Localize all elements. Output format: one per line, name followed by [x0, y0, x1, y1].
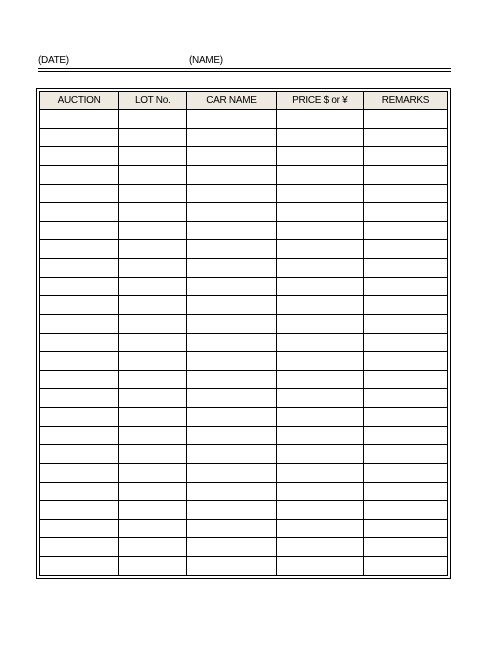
remarks-cell[interactable] [363, 110, 447, 129]
lot-no-cell[interactable] [119, 110, 187, 129]
lot-no-cell[interactable] [119, 352, 187, 371]
price-cell[interactable] [276, 370, 363, 389]
auction-cell[interactable] [40, 389, 119, 408]
table-row [40, 296, 448, 315]
car-name-cell[interactable] [187, 203, 276, 222]
price-cell[interactable] [276, 128, 363, 147]
auction-cell[interactable] [40, 110, 119, 129]
table-row [40, 165, 448, 184]
lot-no-cell[interactable] [119, 203, 187, 222]
remarks-cell[interactable] [363, 333, 447, 352]
auction-cell[interactable] [40, 203, 119, 222]
car-name-cell[interactable] [187, 482, 276, 501]
remarks-cell[interactable] [363, 184, 447, 203]
table-header-row [40, 92, 448, 110]
remarks-cell[interactable] [363, 128, 447, 147]
price-cell[interactable] [276, 501, 363, 520]
auction-cell[interactable] [40, 184, 119, 203]
table-row [40, 333, 448, 352]
car-name-cell[interactable] [187, 240, 276, 259]
remarks-cell[interactable] [363, 221, 447, 240]
car-name-cell[interactable] [187, 557, 276, 576]
remarks-cell[interactable] [363, 408, 447, 427]
auction-cell[interactable] [40, 501, 119, 520]
remarks-cell[interactable] [363, 259, 447, 278]
column-header-car-name: CAR NAME [187, 92, 276, 110]
car-name-cell[interactable] [187, 128, 276, 147]
lot-no-cell[interactable] [119, 277, 187, 296]
remarks-cell[interactable] [363, 352, 447, 371]
table-row [40, 314, 448, 333]
lot-no-cell[interactable] [119, 128, 187, 147]
lot-no-cell[interactable] [119, 147, 187, 166]
lot-no-cell[interactable] [119, 370, 187, 389]
price-cell[interactable] [276, 352, 363, 371]
auction-cell[interactable] [40, 370, 119, 389]
car-name-cell[interactable] [187, 463, 276, 482]
name-label: (NAME) [189, 55, 223, 66]
price-cell[interactable] [276, 426, 363, 445]
remarks-cell[interactable] [363, 426, 447, 445]
remarks-cell[interactable] [363, 147, 447, 166]
auction-cell[interactable] [40, 445, 119, 464]
table-row [40, 128, 448, 147]
price-cell[interactable] [276, 296, 363, 315]
price-cell[interactable] [276, 184, 363, 203]
table-row [40, 482, 448, 501]
lot-no-cell[interactable] [119, 240, 187, 259]
remarks-cell[interactable] [363, 314, 447, 333]
price-cell[interactable] [276, 445, 363, 464]
date-label: (DATE) [38, 55, 69, 66]
auction-cell[interactable] [40, 426, 119, 445]
lot-no-cell[interactable] [119, 184, 187, 203]
table-row [40, 538, 448, 557]
car-name-cell[interactable] [187, 426, 276, 445]
car-name-cell[interactable] [187, 314, 276, 333]
lot-no-cell[interactable] [119, 538, 187, 557]
table-row [40, 221, 448, 240]
car-name-cell[interactable] [187, 445, 276, 464]
car-name-cell[interactable] [187, 519, 276, 538]
table-row [40, 501, 448, 520]
table-row [40, 277, 448, 296]
auction-cell[interactable] [40, 259, 119, 278]
auction-cell[interactable] [40, 221, 119, 240]
auction-sheet [36, 88, 451, 579]
car-name-cell[interactable] [187, 333, 276, 352]
table-row [40, 147, 448, 166]
car-name-cell[interactable] [187, 259, 276, 278]
auction-cell[interactable] [40, 408, 119, 427]
price-cell[interactable] [276, 519, 363, 538]
lot-no-cell[interactable] [119, 426, 187, 445]
price-cell[interactable] [276, 221, 363, 240]
lot-no-cell[interactable] [119, 501, 187, 520]
table-row [40, 203, 448, 222]
price-cell[interactable] [276, 110, 363, 129]
car-name-cell[interactable] [187, 352, 276, 371]
car-name-cell[interactable] [187, 389, 276, 408]
lot-no-cell[interactable] [119, 408, 187, 427]
car-name-cell[interactable] [187, 296, 276, 315]
price-cell[interactable] [276, 277, 363, 296]
auction-cell[interactable] [40, 333, 119, 352]
price-cell[interactable] [276, 203, 363, 222]
table-body [40, 110, 448, 576]
lot-no-cell[interactable] [119, 259, 187, 278]
table-row [40, 408, 448, 427]
price-cell[interactable] [276, 314, 363, 333]
lot-no-cell[interactable] [119, 519, 187, 538]
lot-no-cell[interactable] [119, 314, 187, 333]
column-header-auction: AUCTION [40, 92, 119, 110]
remarks-cell[interactable] [363, 370, 447, 389]
table-row [40, 463, 448, 482]
auction-cell[interactable] [40, 147, 119, 166]
car-name-cell[interactable] [187, 147, 276, 166]
car-name-cell[interactable] [187, 110, 276, 129]
table-row [40, 259, 448, 278]
price-cell[interactable] [276, 259, 363, 278]
lot-no-cell[interactable] [119, 389, 187, 408]
auction-cell[interactable] [40, 296, 119, 315]
header-rule-bottom [38, 71, 451, 72]
table-row [40, 370, 448, 389]
car-name-cell[interactable] [187, 165, 276, 184]
remarks-cell[interactable] [363, 165, 447, 184]
remarks-cell[interactable] [363, 501, 447, 520]
auction-cell[interactable] [40, 482, 119, 501]
remarks-cell[interactable] [363, 445, 447, 464]
auction-cell[interactable] [40, 314, 119, 333]
column-header-price: PRICE $ or ¥ [276, 92, 363, 110]
price-cell[interactable] [276, 333, 363, 352]
remarks-cell[interactable] [363, 277, 447, 296]
table-row [40, 557, 448, 576]
table-row [40, 240, 448, 259]
car-name-cell[interactable] [187, 538, 276, 557]
auction-cell[interactable] [40, 519, 119, 538]
lot-no-cell[interactable] [119, 221, 187, 240]
auction-cell[interactable] [40, 557, 119, 576]
table-row [40, 519, 448, 538]
car-name-cell[interactable] [187, 277, 276, 296]
remarks-cell[interactable] [363, 538, 447, 557]
remarks-cell[interactable] [363, 482, 447, 501]
lot-no-cell[interactable] [119, 463, 187, 482]
price-cell[interactable] [276, 538, 363, 557]
table-row [40, 445, 448, 464]
price-cell[interactable] [276, 463, 363, 482]
lot-no-cell[interactable] [119, 557, 187, 576]
price-cell[interactable] [276, 147, 363, 166]
car-name-cell[interactable] [187, 221, 276, 240]
auction-cell[interactable] [40, 352, 119, 371]
remarks-cell[interactable] [363, 463, 447, 482]
remarks-cell[interactable] [363, 557, 447, 576]
auction-cell[interactable] [40, 165, 119, 184]
remarks-cell[interactable] [363, 389, 447, 408]
table-row [40, 352, 448, 371]
price-cell[interactable] [276, 165, 363, 184]
remarks-cell[interactable] [363, 519, 447, 538]
remarks-cell[interactable] [363, 203, 447, 222]
column-header-lot-no: LOT No. [119, 92, 187, 110]
remarks-cell[interactable] [363, 296, 447, 315]
price-cell[interactable] [276, 408, 363, 427]
price-cell[interactable] [276, 389, 363, 408]
table-row [40, 426, 448, 445]
car-name-cell[interactable] [187, 370, 276, 389]
remarks-cell[interactable] [363, 240, 447, 259]
column-header-remarks: REMARKS [363, 92, 447, 110]
lot-no-cell[interactable] [119, 333, 187, 352]
price-cell[interactable] [276, 557, 363, 576]
table-row [40, 184, 448, 203]
auction-cell[interactable] [40, 240, 119, 259]
header-rule-top [38, 68, 451, 69]
price-cell[interactable] [276, 482, 363, 501]
car-name-cell[interactable] [187, 501, 276, 520]
price-cell[interactable] [276, 240, 363, 259]
lot-no-cell[interactable] [119, 296, 187, 315]
lot-no-cell[interactable] [119, 445, 187, 464]
lot-no-cell[interactable] [119, 165, 187, 184]
auction-cell[interactable] [40, 128, 119, 147]
table-row [40, 110, 448, 129]
auction-cell[interactable] [40, 463, 119, 482]
auction-cell[interactable] [40, 538, 119, 557]
table-row [40, 389, 448, 408]
auction-cell[interactable] [40, 277, 119, 296]
auction-table [39, 91, 448, 576]
car-name-cell[interactable] [187, 408, 276, 427]
lot-no-cell[interactable] [119, 482, 187, 501]
car-name-cell[interactable] [187, 184, 276, 203]
